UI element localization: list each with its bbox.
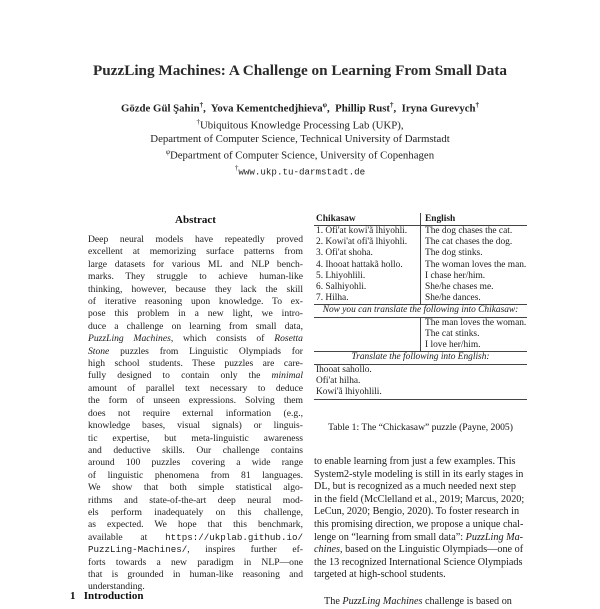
abstract-line: and deductive skills. Our challenge contains <box>88 444 303 456</box>
table-caption: Table 1: The “Chickasaw” puzzle (Payne, 2005) <box>328 422 513 433</box>
abstract-line: does not require external information (e.g., <box>88 407 303 419</box>
abstract-line: large datasets for various ML and NLP bench- <box>88 258 303 270</box>
author-affil-mark: † <box>199 101 204 109</box>
abstract-line: rithms and state-of-the-art deep neural mod- <box>88 494 303 506</box>
body-line: System2-style modeling is still in its early stages in <box>314 468 524 480</box>
table-row: 7. Hilha. She/he dances. <box>316 293 481 304</box>
abstract-line: duce a challenge on learning from small data, <box>88 320 303 332</box>
body-line: lenge on “learning from small data”: PuzzLing Ma- <box>314 531 524 543</box>
table-row: 4. Ihooat hattakã hollo. The woman loves the man. <box>316 259 527 270</box>
author-name: Phillip Rust <box>335 102 391 115</box>
author-affil-mark: † <box>390 101 394 109</box>
table-row: Ihooat sahollo. <box>316 365 372 376</box>
table-row: The man loves the woman. <box>314 318 527 329</box>
body-line: LeCun, 2020; Bengio, 2020). To foster research in <box>314 506 520 518</box>
abstract-line: Stone puzzles from Linguistic Olympiads for <box>88 345 303 357</box>
author-affil-mark: † <box>475 101 480 109</box>
body-line: to enable learning from just a few examples. This <box>314 456 516 467</box>
author-list: Gözde Gül Şahin†, Yova Kementchedjhieva$^\varphi$, Phillip Rust†, Iryna Gurevych† <box>120 101 480 115</box>
affil-mark: φ <box>165 148 170 156</box>
affiliation-line: $^\varphi$Department of Computer Science, University of Copenhagen <box>165 148 435 162</box>
abstract-heading: Abstract <box>175 214 216 226</box>
body-line: this promising direction, we propose a unique chal- <box>314 518 524 530</box>
table-header-cell: Chikasaw <box>314 213 421 225</box>
author-affil-mark: φ <box>322 101 328 109</box>
section-heading-introduction: 1 Introduction <box>70 590 144 602</box>
abstract-line: tic expertise, but meta-linguistic awareness <box>88 432 303 444</box>
table-row: 5. Lhiyohlili. I chase her/him. <box>316 270 486 281</box>
abstract-line: We show that both simple statistical algo- <box>88 482 303 494</box>
affil-mark: † <box>234 164 239 172</box>
table-row: The cat stinks. <box>314 329 527 340</box>
table-row: 6. Salhiyohli. She/he chases me. <box>316 281 494 292</box>
table-subheader-to-chikasaw: Now you can translate the following into Chikasaw: <box>314 304 527 318</box>
body-line: in the field (McClelland et al., 2019; Marcus, 2020; <box>314 493 525 505</box>
body-text-column <box>314 456 527 609</box>
affiliation-url[interactable]: †www.ukp.tu-darmstadt.de <box>234 164 366 178</box>
abstract-line: PuzzLing Machines, which consists of Rosetta <box>88 333 303 345</box>
abstract-body <box>88 234 303 594</box>
abstract-line: of iterative reasoning upon knowledge. To ex- <box>88 296 303 308</box>
table-row: 1. Ofi'at kowi'ã lhiyohli. The dog chases the cat. <box>316 226 513 236</box>
abstract-line: of linguistic phenomena from 81 languages. <box>88 469 303 481</box>
table-row: I love her/him. <box>314 340 527 351</box>
table-row: Ofi'at hilha. <box>316 376 361 387</box>
abstract-link-line[interactable]: PuzzLing-Machines/, inspires further ef- <box>88 544 303 556</box>
abstract-line: knowledge bases, visual signals) or linguis- <box>88 420 303 432</box>
abstract-line: pose this problem in a new light, we intro- <box>88 308 303 320</box>
abstract-line: understanding. <box>88 581 145 593</box>
abstract-line: around 100 puzzles covering a wide range <box>88 457 303 469</box>
abstract-line: forts towards a new paradigm in NLP—one <box>88 556 303 568</box>
abstract-line: high school students. These puzzles are care- <box>88 358 303 370</box>
chickasaw-table <box>314 213 527 400</box>
abstract-line: the form of unseen expressions. Solving them <box>88 395 303 407</box>
body-line: The PuzzLing Machines challenge is based on <box>324 595 512 607</box>
paper-title: PuzzLing Machines: A Challenge on Learning From Small Data <box>92 62 507 79</box>
abstract-line: as expected. We hope that this benchmark, <box>88 519 303 531</box>
abstract-line: excellent at memorizing surface patterns from <box>88 246 303 258</box>
abstract-line: that is grounded in human-like reasoning and <box>88 568 303 580</box>
abstract-line: marks. They struggle to achieve human-like <box>88 271 303 283</box>
affil-mark: † <box>196 118 200 126</box>
abstract-line: thinking, however, because they lack the skill <box>88 283 303 295</box>
affiliation-line: Department of Computer Science, Technical University of Darmstadt <box>150 133 450 145</box>
body-line: DL, but is recognized as a much needed next step <box>314 481 516 493</box>
body-line: chines, based on the Linguistic Olympiads—one of <box>314 544 524 556</box>
table-row: 2. Kowi'at ofi'ã lhiyohli. The cat chases the dog. <box>316 237 513 248</box>
affiliation-line: †Ubiquitous Knowledge Processing Lab (UKP), <box>196 118 404 132</box>
table-subheader-to-english: Translate the following into English: <box>314 351 527 365</box>
table-row: 3. Ofi'at shoha. The dog stinks. <box>316 248 483 259</box>
abstract-line: amount of parallel text necessary to deduce <box>88 382 303 394</box>
author-name: Iryna Gurevych <box>401 102 476 115</box>
abstract-line: els perform inadequately on this challenge, <box>88 506 303 518</box>
abstract-link-line[interactable]: available at https://ukplab.github.io/ <box>88 531 303 543</box>
abstract-line: Deep neural models have repeatedly proved <box>88 234 303 245</box>
body-line: targeted at high-school students. <box>314 569 446 581</box>
author-name: Yova Kementchedjhieva <box>210 102 323 115</box>
table-header-row <box>314 213 527 226</box>
body-line: the 13 recognized International Science Olympiads <box>314 556 523 568</box>
author-name: Gözde Gül Şahin <box>120 102 200 115</box>
table-header-cell: English <box>425 214 456 224</box>
table-row: Kowi'ã lhiyohlili. <box>314 387 527 399</box>
abstract-line: fully designed to contain only the minimal <box>88 370 303 382</box>
